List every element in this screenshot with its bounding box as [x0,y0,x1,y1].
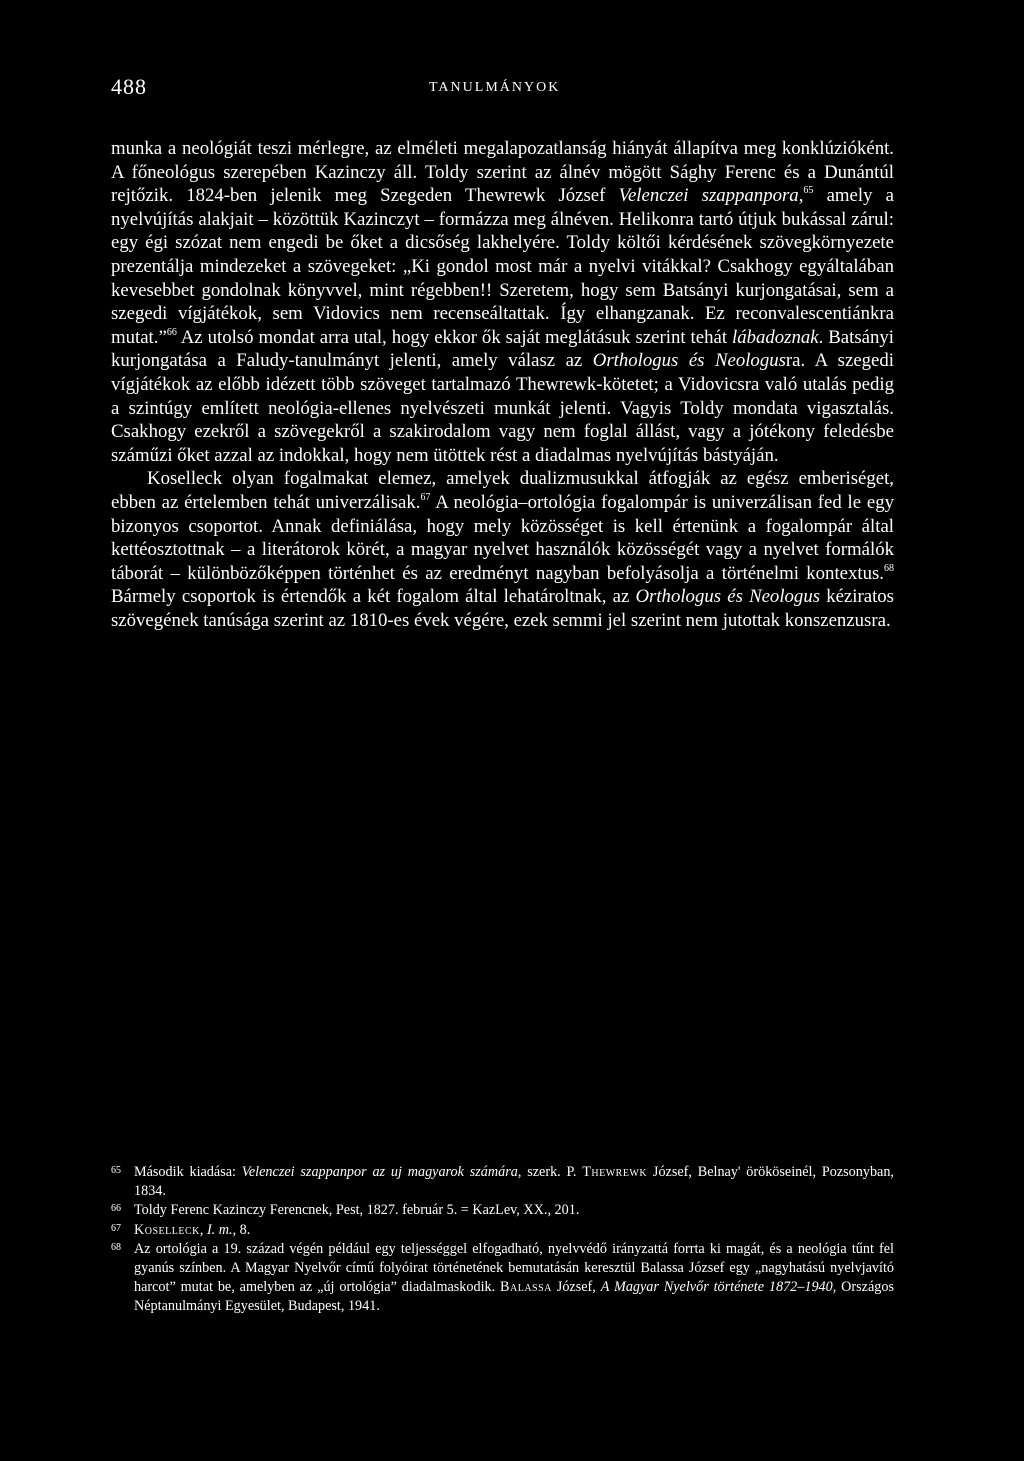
footnote-ref-68[interactable]: 68 [884,562,894,574]
footnote-68 [111,1240,894,1317]
text-run: József, Belnay' örököseinél, Pozsonyban, 1834. [134,1164,894,1200]
text-run: Az utolsó mondat arra utal, hogy ekkor ők saját meglátásuk szerint tehát [176,326,733,348]
text-run: amely a nyelvújítás alakjait – közöttük Kazinczyt – formázza meg álnéven. Helikonra tartó útjuk bukással zárul: egy égi szózat nem engedi be őket a dicsőség lakhelyére. Toldy költői kérdésének szövegkörnyezete prezentálja mindezeket a szövegeket: „Ki gondol most már a nyelvi vitákkal? Csakhogy egyáltalában kevesebbet gondolnak könyvvel, mint régebben!! Szeretem, hogy sem Batsányi kurjongatásai, sem a szegedi vígjátékok, sem Vidovics nem recenseáltattak. Így elhangzanak. Ez reconvalescentiánkra mutat.” [111,185,894,348]
ibid-abbrev: I. m. [206,1221,233,1238]
text-run: . Batsányi kurjongatása a Faludy-tanulmányt jelenti, amely válasz az [111,326,895,372]
author-name: Thewrewk [582,1164,648,1180]
running-head: TANULMÁNYOK [429,80,561,95]
footnote-ref-66[interactable]: 66 [166,326,177,338]
text-run: ra. A szegedi vígjátékok az előbb idézett több szöveget tartalmazó Thewrewk-kötetet; a Vidovicsra való utalás pedig a szintúgy említett neológia-ellenes nyelvészeti munkát jelenti. Vagyis Toldy mondata vigasztalás. Csakhogy ezekről a szövegekről a szakirodalom vagy nem foglal állást, vagy a jótékony feledésbe száműzi őket azzal az indokkal, hogy nem ütöttek rést a diadalmas nyelvújítás bástyáján. [111,350,894,466]
work-title: Velenczei szappanpora [618,185,799,207]
text-run: , [798,185,804,207]
footnote-number: 65 [111,1165,121,1176]
text-run: A neológia–ortológia fogalompár is univerzálisan fed le egy bizonyos csoportot. Annak definiálása, hogy mely közösséget is kell értenünk a fogalompár által kettéosztottnak – a literátorok körét, a magyar nyelvet használók közösségét vagy a nyelvet formálók táborát – különbözőképpen történhet és az eredményt nagyban befolyásolja a történelmi kontextus. [111,491,895,584]
work-title: Orthologus és Neologus [635,586,821,608]
text-run: , Országos Néptanulmányi Egyesület, Budapest, 1941. [134,1279,894,1315]
author-name: Koselleck [134,1221,200,1238]
text-run: Második kiadása: [134,1164,242,1180]
work-title: Orthologus és Neologus [592,350,786,372]
text-run: Koselleck olyan fogalmakat elemez, amelyek dualizmusukkal átfogják az egész emberiséget, ebben az értelemben tehát univerzálisak. [111,468,894,513]
text-run: , 8. [232,1221,251,1238]
footnote-65 [111,1163,894,1201]
text-run: Az ortológia a 19. század végén például egy teljességgel elfogadható, nyelvvédő irányzattá forrta ki magát, és a neológia tűnt fel gyanús színben. A Magyar Nyelvőr című folyóirat történetének bemutatásán keresztül Balassa József egy „nagyhatású nyelvjavító harcot” mutat be, amelyben az „új ortológia” diadalmaskodik. [134,1240,894,1296]
footnote-number: 68 [111,1241,121,1253]
footnote-ref-65[interactable]: 65 [803,185,814,197]
text-run: Toldy Ferenc Kazinczy Ferencnek, Pest, 1827. február 5. = KazLev, XX., 201. [134,1202,580,1219]
text-run: Bármely csoportok is értendők a két fogalom által lehatároltnak, az [111,586,636,608]
author-name: Balassa [500,1279,552,1296]
text-run: József, [551,1279,601,1296]
page-header [111,74,911,104]
body-text [111,137,894,632]
footnote-ref-67[interactable]: 67 [420,491,431,503]
text-run: kéziratos szövegének tanúsága szerint az 1810-es évek végére, ezek semmi jel szerint nem jutottak konszenzusra. [111,586,894,631]
footnote-66 [111,1201,894,1220]
footnote-67 [111,1221,894,1240]
page-number: 488 [111,74,147,99]
text-run: , [199,1221,207,1238]
paragraph-2 [111,467,894,632]
work-title: A Magyar Nyelvőr története 1872–1940 [600,1279,833,1296]
footnote-number: 67 [111,1222,121,1234]
footnote-number: 66 [111,1203,121,1215]
work-title: Velenczei szappanpor az uj magyarok számára [241,1164,518,1180]
paragraph-1 [111,137,894,467]
text-run: , szerk. P. [517,1164,583,1180]
text-run: munka a neológiát teszi mérlegre, az elméleti megalapozatlanság hiányát állapítva meg konklúzióként. A főneológus szerepében Kazinczy áll. Toldy szerint az álnév mögött Sághy Ferenc és a Dunántúl rejtőzik. 1824-ben jelenik meg Szegeden Thewrewk József [111,138,894,207]
footnotes [111,1163,894,1317]
italic-term: lábadoznak [732,326,819,348]
